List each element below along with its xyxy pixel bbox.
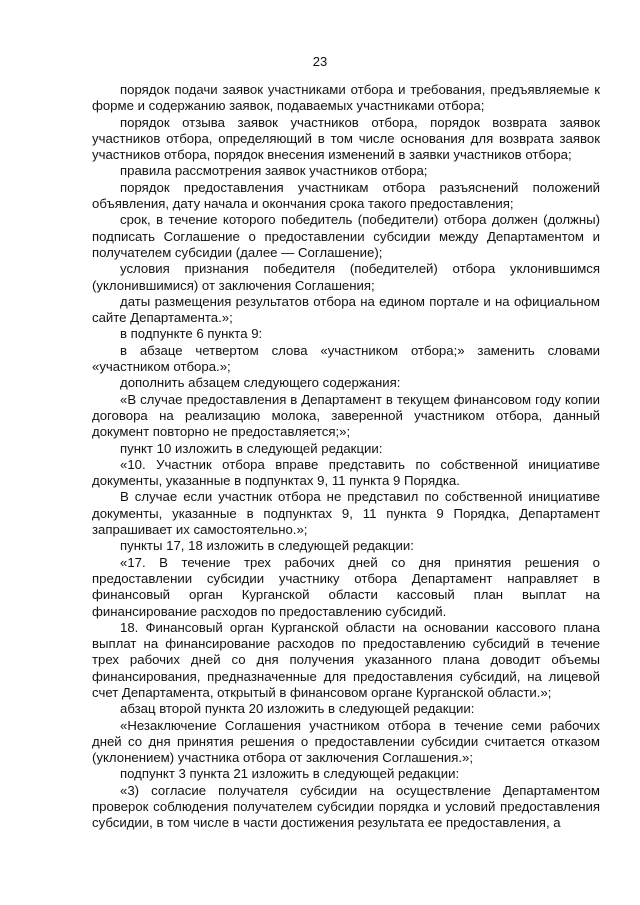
page-number: 23: [312, 54, 328, 69]
paragraph: порядок подачи заявок участниками отбора и требования, предъявляемые к форме и содержанию заявок, подаваемых участниками отбора;: [92, 82, 600, 114]
paragraph: «3) согласие получателя субсидии на осуществление Департаментом проверок соблюдения получателем субсидии порядка и условий предоставления субсидии, в том числе в части достижения результата ее предоставления, а: [92, 782, 600, 831]
paragraph: порядок отзыва заявок участников отбора, порядок возврата заявок участников отбора, определяющий в том числе основания для возврата заявок участников отбора, порядок внесения изменений в заявки участников отбора;: [92, 114, 600, 163]
paragraph: пункты 17, 18 изложить в следующей редакции:: [120, 538, 414, 554]
paragraph: «10. Участник отбора вправе представить по собственной инициативе документы, указанные в подпунктах 9, 11 пункта 9 Порядка.: [92, 456, 600, 489]
paragraph: правила рассмотрения заявок участников отбора;: [120, 163, 428, 179]
paragraph: «Незаключение Соглашения участником отбора в течение семи рабочих дней со дня принятия решения о предоставлении субсидии считается отказом (уклонением) участника отбора от заключения Соглашения.»;: [92, 717, 600, 766]
paragraph: абзац второй пункта 20 изложить в следующей редакции:: [120, 701, 475, 717]
paragraph: в подпункте 6 пункта 9:: [120, 326, 263, 342]
paragraph: в абзаце четвертом слова «участником отбора;» заменить словами «участником отбора.»;: [92, 342, 600, 375]
paragraph: порядок предоставления участникам отбора разъяснений положений объявления, дату начала и окончания срока такого предоставления;: [92, 179, 600, 212]
paragraph: пункт 10 изложить в следующей редакции:: [120, 440, 383, 456]
paragraph: подпункт 3 пункта 21 изложить в следующей редакции:: [120, 766, 460, 782]
paragraph: «В случае предоставления в Департамент в текущем финансовом году копии договора на реализацию молока, заверенной участником отбора, данный документ повторно не предоставляется;»;: [92, 391, 600, 440]
paragraph: условия признания победителя (победителей) отбора уклонившимся (уклонившимися) от заключения Соглашения;: [92, 261, 600, 293]
paragraph: В случае если участник отбора не представил по собственной инициативе документы, указанные в подпунктах 9, 11 пункта 9 Порядка, Департамент запрашивает их самостоятельно.»;: [92, 489, 600, 538]
paragraph: «17. В течение трех рабочих дней со дня принятия решения о предоставлении субсидии участнику отбора Департамент направляет в финансовый орган Курганской области кассовый план выплат на финансирование расходов по предоставлению субсидий.: [92, 554, 600, 619]
paragraph: даты размещения результатов отбора на едином портале и на официальном сайте Департамента.»;: [92, 293, 600, 326]
paragraph: 18. Финансовый орган Курганской области на основании кассового плана выплат на финансирование расходов по предоставлению субсидий в течение трех рабочих дней со дня получения указанного плана доводит объемы финансирования, предназначенные для предоставления субсидий, на лицевой счет Департамента, открытый в финансовом органе Курганской области.»;: [92, 619, 600, 700]
paragraph: дополнить абзацем следующего содержания:: [120, 375, 401, 391]
document-body: [92, 82, 600, 832]
paragraph: срок, в течение которого победитель (победители) отбора должен (должны) подписать Соглашение о предоставлении субсидии между Департаментом и получателем субсидии (далее — Соглашение);: [92, 212, 600, 260]
